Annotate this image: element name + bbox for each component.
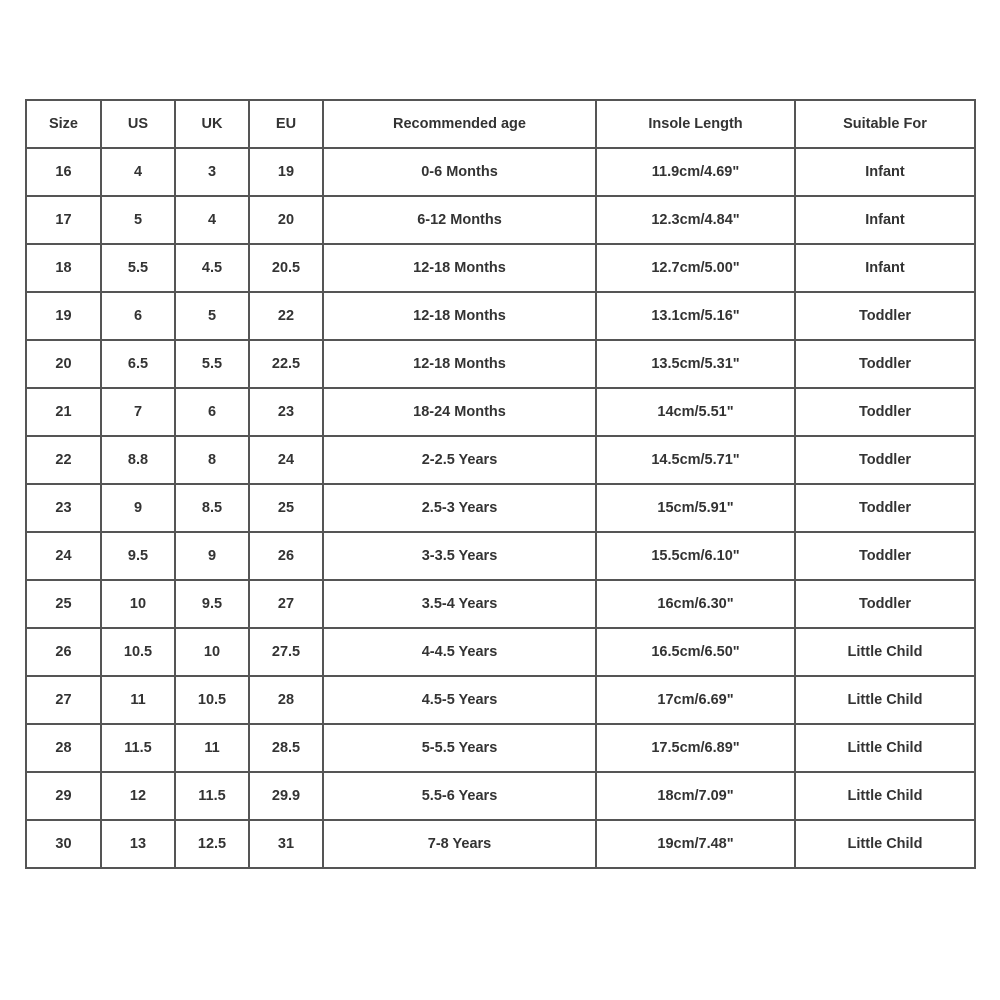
cell-eu: 22 bbox=[249, 292, 323, 340]
cell-us: 7 bbox=[101, 388, 175, 436]
header-recommended-age: Recommended age bbox=[323, 100, 596, 148]
header-eu: EU bbox=[249, 100, 323, 148]
cell-suitable-for: Infant bbox=[795, 244, 975, 292]
cell-size: 16 bbox=[26, 148, 101, 196]
cell-eu: 22.5 bbox=[249, 340, 323, 388]
cell-size: 19 bbox=[26, 292, 101, 340]
table-row bbox=[26, 388, 975, 436]
table-body bbox=[26, 148, 975, 868]
cell-suitable-for: Toddler bbox=[795, 484, 975, 532]
size-chart-container bbox=[25, 99, 976, 869]
cell-us: 8.8 bbox=[101, 436, 175, 484]
cell-us: 6 bbox=[101, 292, 175, 340]
cell-eu: 31 bbox=[249, 820, 323, 868]
cell-suitable-for: Infant bbox=[795, 148, 975, 196]
cell-insole-length: 13.5cm/5.31" bbox=[596, 340, 795, 388]
cell-us: 5.5 bbox=[101, 244, 175, 292]
cell-uk: 5 bbox=[175, 292, 249, 340]
cell-eu: 20 bbox=[249, 196, 323, 244]
cell-uk: 8 bbox=[175, 436, 249, 484]
cell-us: 9.5 bbox=[101, 532, 175, 580]
cell-us: 6.5 bbox=[101, 340, 175, 388]
table-row bbox=[26, 436, 975, 484]
table-row bbox=[26, 196, 975, 244]
cell-uk: 3 bbox=[175, 148, 249, 196]
cell-recommended-age: 5.5-6 Years bbox=[323, 772, 596, 820]
table-row bbox=[26, 292, 975, 340]
table-header bbox=[26, 100, 975, 148]
cell-us: 4 bbox=[101, 148, 175, 196]
table-row bbox=[26, 580, 975, 628]
table-row bbox=[26, 340, 975, 388]
cell-insole-length: 14.5cm/5.71" bbox=[596, 436, 795, 484]
header-row bbox=[26, 100, 975, 148]
header-size: Size bbox=[26, 100, 101, 148]
cell-insole-length: 15.5cm/6.10" bbox=[596, 532, 795, 580]
cell-uk: 9.5 bbox=[175, 580, 249, 628]
cell-us: 13 bbox=[101, 820, 175, 868]
cell-eu: 19 bbox=[249, 148, 323, 196]
cell-eu: 25 bbox=[249, 484, 323, 532]
cell-insole-length: 17cm/6.69" bbox=[596, 676, 795, 724]
cell-suitable-for: Toddler bbox=[795, 532, 975, 580]
cell-recommended-age: 3-3.5 Years bbox=[323, 532, 596, 580]
cell-eu: 29.9 bbox=[249, 772, 323, 820]
cell-recommended-age: 12-18 Months bbox=[323, 244, 596, 292]
table-row bbox=[26, 244, 975, 292]
size-chart-table bbox=[25, 99, 976, 869]
header-uk: UK bbox=[175, 100, 249, 148]
cell-insole-length: 12.3cm/4.84" bbox=[596, 196, 795, 244]
cell-suitable-for: Little Child bbox=[795, 724, 975, 772]
cell-eu: 26 bbox=[249, 532, 323, 580]
table-row bbox=[26, 772, 975, 820]
table-row bbox=[26, 724, 975, 772]
cell-uk: 12.5 bbox=[175, 820, 249, 868]
cell-insole-length: 17.5cm/6.89" bbox=[596, 724, 795, 772]
table-row bbox=[26, 148, 975, 196]
cell-suitable-for: Little Child bbox=[795, 628, 975, 676]
cell-insole-length: 11.9cm/4.69" bbox=[596, 148, 795, 196]
cell-eu: 28.5 bbox=[249, 724, 323, 772]
cell-size: 28 bbox=[26, 724, 101, 772]
cell-suitable-for: Little Child bbox=[795, 772, 975, 820]
cell-eu: 27 bbox=[249, 580, 323, 628]
cell-recommended-age: 6-12 Months bbox=[323, 196, 596, 244]
cell-us: 11 bbox=[101, 676, 175, 724]
cell-recommended-age: 0-6 Months bbox=[323, 148, 596, 196]
cell-uk: 4 bbox=[175, 196, 249, 244]
cell-insole-length: 12.7cm/5.00" bbox=[596, 244, 795, 292]
cell-insole-length: 16cm/6.30" bbox=[596, 580, 795, 628]
cell-suitable-for: Infant bbox=[795, 196, 975, 244]
cell-uk: 8.5 bbox=[175, 484, 249, 532]
cell-eu: 24 bbox=[249, 436, 323, 484]
table-row bbox=[26, 532, 975, 580]
cell-recommended-age: 4.5-5 Years bbox=[323, 676, 596, 724]
cell-suitable-for: Toddler bbox=[795, 580, 975, 628]
cell-eu: 28 bbox=[249, 676, 323, 724]
cell-us: 12 bbox=[101, 772, 175, 820]
cell-suitable-for: Toddler bbox=[795, 436, 975, 484]
cell-uk: 11.5 bbox=[175, 772, 249, 820]
cell-suitable-for: Little Child bbox=[795, 820, 975, 868]
cell-recommended-age: 5-5.5 Years bbox=[323, 724, 596, 772]
cell-uk: 6 bbox=[175, 388, 249, 436]
header-us: US bbox=[101, 100, 175, 148]
table-row bbox=[26, 484, 975, 532]
cell-size: 21 bbox=[26, 388, 101, 436]
cell-uk: 9 bbox=[175, 532, 249, 580]
cell-uk: 10.5 bbox=[175, 676, 249, 724]
cell-size: 17 bbox=[26, 196, 101, 244]
cell-size: 24 bbox=[26, 532, 101, 580]
cell-recommended-age: 12-18 Months bbox=[323, 292, 596, 340]
cell-us: 10 bbox=[101, 580, 175, 628]
cell-size: 22 bbox=[26, 436, 101, 484]
cell-insole-length: 14cm/5.51" bbox=[596, 388, 795, 436]
cell-uk: 11 bbox=[175, 724, 249, 772]
cell-insole-length: 13.1cm/5.16" bbox=[596, 292, 795, 340]
cell-recommended-age: 7-8 Years bbox=[323, 820, 596, 868]
cell-suitable-for: Toddler bbox=[795, 340, 975, 388]
cell-recommended-age: 2.5-3 Years bbox=[323, 484, 596, 532]
cell-us: 9 bbox=[101, 484, 175, 532]
cell-eu: 20.5 bbox=[249, 244, 323, 292]
cell-size: 27 bbox=[26, 676, 101, 724]
cell-recommended-age: 4-4.5 Years bbox=[323, 628, 596, 676]
cell-us: 10.5 bbox=[101, 628, 175, 676]
cell-eu: 27.5 bbox=[249, 628, 323, 676]
cell-size: 29 bbox=[26, 772, 101, 820]
cell-uk: 5.5 bbox=[175, 340, 249, 388]
header-suitable-for: Suitable For bbox=[795, 100, 975, 148]
table-row bbox=[26, 628, 975, 676]
cell-recommended-age: 12-18 Months bbox=[323, 340, 596, 388]
cell-size: 18 bbox=[26, 244, 101, 292]
cell-eu: 23 bbox=[249, 388, 323, 436]
cell-recommended-age: 3.5-4 Years bbox=[323, 580, 596, 628]
cell-insole-length: 18cm/7.09" bbox=[596, 772, 795, 820]
cell-suitable-for: Little Child bbox=[795, 676, 975, 724]
header-insole-length: Insole Length bbox=[596, 100, 795, 148]
cell-size: 26 bbox=[26, 628, 101, 676]
cell-size: 20 bbox=[26, 340, 101, 388]
cell-suitable-for: Toddler bbox=[795, 292, 975, 340]
cell-suitable-for: Toddler bbox=[795, 388, 975, 436]
cell-uk: 4.5 bbox=[175, 244, 249, 292]
cell-size: 25 bbox=[26, 580, 101, 628]
table-row bbox=[26, 676, 975, 724]
cell-us: 5 bbox=[101, 196, 175, 244]
cell-size: 30 bbox=[26, 820, 101, 868]
cell-us: 11.5 bbox=[101, 724, 175, 772]
cell-size: 23 bbox=[26, 484, 101, 532]
cell-uk: 10 bbox=[175, 628, 249, 676]
cell-recommended-age: 2-2.5 Years bbox=[323, 436, 596, 484]
cell-recommended-age: 18-24 Months bbox=[323, 388, 596, 436]
cell-insole-length: 15cm/5.91" bbox=[596, 484, 795, 532]
cell-insole-length: 16.5cm/6.50" bbox=[596, 628, 795, 676]
cell-insole-length: 19cm/7.48" bbox=[596, 820, 795, 868]
table-row bbox=[26, 820, 975, 868]
